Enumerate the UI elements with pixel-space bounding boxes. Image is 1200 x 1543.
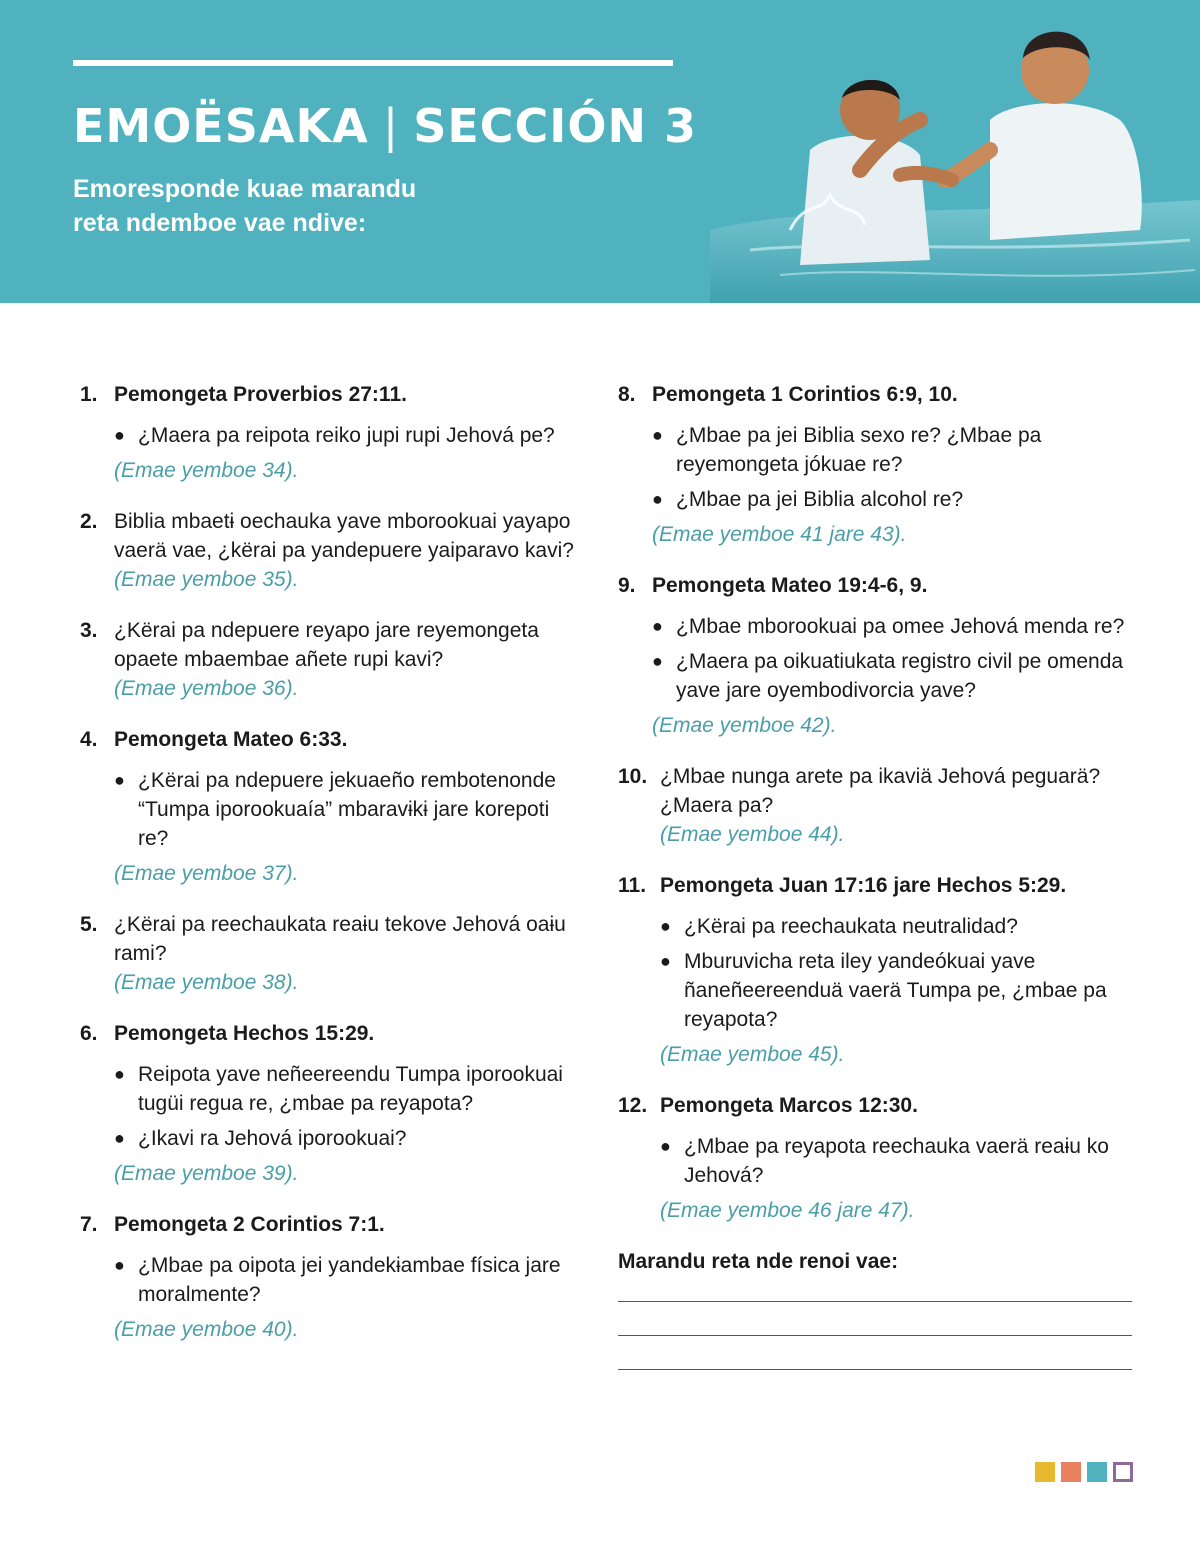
question-item xyxy=(618,871,1138,1069)
question-number: 1. xyxy=(80,383,98,406)
notes-writing-line[interactable] xyxy=(618,1301,1132,1302)
question-number: 9. xyxy=(618,574,636,597)
subtitle-line: reta ndemboe vae ndive: xyxy=(73,209,367,237)
bullet-item xyxy=(660,1132,1138,1190)
bullet-text: ¿Mbae pa reyapota reechauka vaerä reaɨu ko Jehová? xyxy=(684,1135,1109,1187)
lesson-reference: (Emae yemboe 40). xyxy=(114,1318,299,1341)
lesson-reference: (Emae yemboe 38). xyxy=(114,971,299,994)
bullet-item xyxy=(114,1124,580,1153)
bullet-text: ¿Mbae pa oipota jei yandekɨambae física jare moralmente? xyxy=(138,1254,561,1306)
bullet-dot-icon: ● xyxy=(652,616,663,636)
question-item xyxy=(80,910,580,997)
question-text: Pemongeta 2 Corintios 7:1. xyxy=(114,1213,385,1236)
bullet-text: ¿Kërai pa reechaukata neutralidad? xyxy=(684,915,1018,938)
bullet-list xyxy=(114,1060,580,1153)
page-subtitle xyxy=(73,172,493,240)
notes-title: Marandu reta nde renoi vae: xyxy=(618,1250,899,1273)
bullet-item xyxy=(660,912,1138,941)
bullet-item xyxy=(660,947,1138,1034)
bullet-dot-icon: ● xyxy=(660,951,671,971)
lesson-reference: (Emae yemboe 36). xyxy=(114,677,299,700)
lesson-reference: (Emae yemboe 34). xyxy=(114,459,299,482)
question-item xyxy=(80,725,580,888)
question-number: 5. xyxy=(80,913,98,936)
page-title xyxy=(73,96,697,156)
question-text: Pemongeta Hechos 15:29. xyxy=(114,1022,375,1045)
question-item xyxy=(80,616,580,703)
bullet-text: ¿Mbae pa jei Biblia sexo re? ¿Mbae pa reyemongeta jókuae re? xyxy=(676,424,1042,476)
question-text: Pemongeta Mateo 6:33. xyxy=(114,728,348,751)
question-item xyxy=(80,380,580,485)
bullet-text: ¿Maera pa oikuatiukata registro civil pe omenda yave jare oyembodivorcia yave? xyxy=(676,650,1124,702)
bullet-item xyxy=(652,421,1138,479)
question-text: Pemongeta Mateo 19:4-6, 9. xyxy=(652,574,928,597)
bullet-dot-icon: ● xyxy=(114,425,125,445)
question-text: ¿Mbae nunga arete pa ikaviä Jehová peguarä? ¿Maera pa? xyxy=(660,765,1101,817)
question-item xyxy=(80,507,580,594)
bullet-dot-icon: ● xyxy=(652,489,663,509)
notes-writing-line[interactable] xyxy=(618,1369,1132,1370)
question-text: ¿Kërai pa ndepuere reyapo jare reyemongeta opaete mbaembae añete rupi kavi? xyxy=(114,619,539,671)
questions-right-column xyxy=(618,380,1138,1370)
lesson-reference: (Emae yemboe 35). xyxy=(114,568,299,591)
bullet-item xyxy=(114,421,580,450)
bullet-list xyxy=(660,912,1138,1034)
color-square-outline xyxy=(1113,1462,1133,1482)
question-item xyxy=(80,1019,580,1188)
baptism-illustration xyxy=(690,0,1200,303)
question-text: Pemongeta Proverbios 27:11. xyxy=(114,383,407,406)
subtitle-line: Emoresponde kuae marandu xyxy=(73,175,417,203)
question-number: 11. xyxy=(618,874,647,897)
bullet-dot-icon: ● xyxy=(660,1136,671,1156)
bullet-item xyxy=(652,612,1138,641)
bullet-dot-icon: ● xyxy=(114,1128,125,1148)
question-number: 10. xyxy=(618,765,648,788)
bullet-dot-icon: ● xyxy=(652,651,663,671)
bullet-list xyxy=(114,766,580,853)
question-number: 8. xyxy=(618,383,636,406)
question-number: 7. xyxy=(80,1213,98,1236)
question-item xyxy=(618,1091,1138,1225)
bullet-item xyxy=(114,1060,580,1118)
question-item xyxy=(618,380,1138,549)
color-square-yellow xyxy=(1035,1462,1055,1482)
lesson-reference: (Emae yemboe 46 jare 47). xyxy=(660,1199,915,1222)
question-text: ¿Kërai pa reechaukata reaɨu tekove Jehová oaɨu rami? xyxy=(114,913,566,965)
bullet-dot-icon: ● xyxy=(114,1255,125,1275)
bullet-list xyxy=(114,421,580,450)
bullet-text: ¿Ikavi ra Jehová iporookuai? xyxy=(138,1127,407,1150)
lesson-reference: (Emae yemboe 39). xyxy=(114,1162,299,1185)
question-number: 6. xyxy=(80,1022,98,1045)
color-squares xyxy=(1035,1462,1133,1482)
bullet-list xyxy=(114,1251,580,1309)
question-item xyxy=(618,762,1138,849)
title-separator: | xyxy=(382,99,400,153)
bullet-text: ¿Mbae pa jei Biblia alcohol re? xyxy=(676,488,964,511)
question-number: 4. xyxy=(80,728,98,751)
bullet-text: ¿Maera pa reipota reiko jupi rupi Jehová pe? xyxy=(138,424,555,447)
question-number: 3. xyxy=(80,619,98,642)
bullet-item xyxy=(652,647,1138,705)
bullet-text: Reipota yave neñeereendu Tumpa iporookuai tugüi regua re, ¿mbae pa reyapota? xyxy=(138,1063,563,1115)
bullet-item xyxy=(114,1251,580,1309)
question-number: 2. xyxy=(80,510,98,533)
header-banner xyxy=(0,0,1200,303)
bullet-list xyxy=(660,1132,1138,1190)
color-square-coral xyxy=(1061,1462,1081,1482)
bullet-item xyxy=(114,766,580,853)
lesson-reference: (Emae yemboe 45). xyxy=(660,1043,845,1066)
question-item xyxy=(618,571,1138,740)
lesson-reference: (Emae yemboe 37). xyxy=(114,862,299,885)
bullet-dot-icon: ● xyxy=(114,1064,125,1084)
question-number: 12. xyxy=(618,1094,648,1117)
header-rule xyxy=(73,60,673,66)
title-left: EMOËSAKA xyxy=(73,99,369,153)
question-text: Pemongeta Marcos 12:30. xyxy=(660,1094,918,1117)
color-square-teal xyxy=(1087,1462,1107,1482)
title-right: SECCIÓN 3 xyxy=(413,99,698,153)
questions-left-column xyxy=(80,380,580,1366)
bullet-dot-icon: ● xyxy=(652,425,663,445)
question-item xyxy=(80,1210,580,1344)
question-text: Pemongeta Juan 17:16 jare Hechos 5:29. xyxy=(660,874,1067,897)
notes-writing-line[interactable] xyxy=(618,1335,1132,1336)
bullet-text: Mburuvicha reta iley yandeókuai yave ñaneñeereenduä vaerä Tumpa pe, ¿mbae pa reyapota? xyxy=(684,950,1107,1031)
question-text: Pemongeta 1 Corintios 6:9, 10. xyxy=(652,383,958,406)
lesson-reference: (Emae yemboe 42). xyxy=(652,714,837,737)
bullet-list xyxy=(652,612,1138,705)
bullet-dot-icon: ● xyxy=(114,770,125,790)
bullet-text: ¿Mbae mborookuai pa omee Jehová menda re? xyxy=(676,615,1125,638)
bullet-text: ¿Kërai pa ndepuere jekuaeño rembotenonde “Tumpa iporookuaía” mbaravɨkɨ jare korepoti re? xyxy=(138,769,556,850)
question-text: Biblia mbaetɨ oechauka yave mborookuai yayapo vaerä vae, ¿kërai pa yandepuere yaiparavo kavi? xyxy=(114,510,574,562)
bullet-dot-icon: ● xyxy=(660,916,671,936)
lesson-reference: (Emae yemboe 44). xyxy=(660,823,845,846)
bullet-item xyxy=(652,485,1138,514)
bullet-list xyxy=(652,421,1138,514)
lesson-reference: (Emae yemboe 41 jare 43). xyxy=(652,523,907,546)
